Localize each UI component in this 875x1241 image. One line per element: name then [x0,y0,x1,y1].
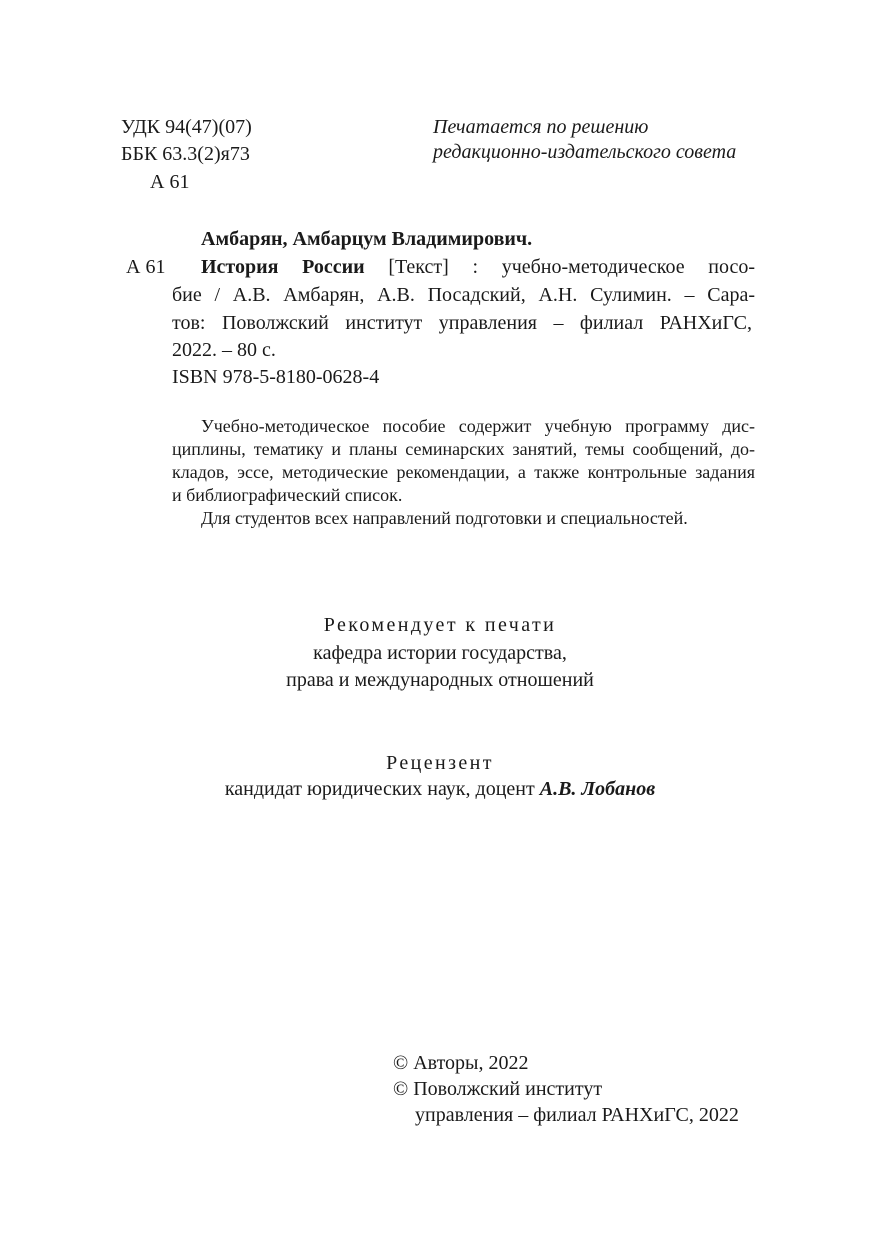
book-title: История России [201,256,365,278]
isbn: ISBN 978-5-8180-0628-4 [172,366,380,388]
udk-code: УДК 94(47)(07) [121,116,252,138]
bib-line-4: 2022. – 80 с. [172,339,276,361]
bib-author-mark: А 61 [126,256,166,278]
recommendation-line-1: кафедра истории государства, [313,642,567,664]
reviewer-line [0,776,875,803]
annotation-line-3: кладов, эссе, методические рекомендации, а также контрольные задания [172,462,755,482]
annotation-line-2: циплины, тематику и планы семинарских занятий, темы сообщений, до- [172,439,755,459]
reviewer-heading: Рецензент [386,752,494,774]
print-decision-line-1: Печатается по решению [433,116,649,138]
bib-line-1 [201,254,755,281]
annotation-line-4: и библиографический список. [172,485,403,505]
reviewer-name: А.В. Лобанов [539,778,656,800]
author-mark: А 61 [150,171,190,193]
copyright-institute-line-2: управления – филиал РАНХиГС, 2022 [415,1104,739,1126]
annotation-line-1: Учебно-методическое пособие содержит учебную программу дис- [201,416,755,436]
reviewer-description: кандидат юридических наук, доцент [224,778,540,800]
author-heading: Амбарян, Амбарцум Владимирович. [201,228,533,250]
annotation-line-5: Для студентов всех направлений подготовки и специальностей. [201,508,688,528]
recommendation-line-2: права и международных отношений [286,669,594,691]
bib-line-3: тов: Поволжский институт управления – филиал РАНХиГС, [172,312,752,334]
bib-line-2: бие / А.В. Амбарян, А.В. Посадский, А.Н. Сулимин. – Сара- [172,284,755,306]
copyright-authors: © Авторы, 2022 [393,1052,529,1074]
bib-line-1-rest: [Текст] : учебно-методическое посо- [364,256,755,278]
copyright-institute-line-1: © Поволжский институт [393,1078,603,1100]
print-decision-line-2: редакционно-издательского совета [433,141,737,163]
recommendation-heading: Рекомендует к печати [323,614,557,636]
bbk-code: ББК 63.3(2)я73 [121,143,250,165]
